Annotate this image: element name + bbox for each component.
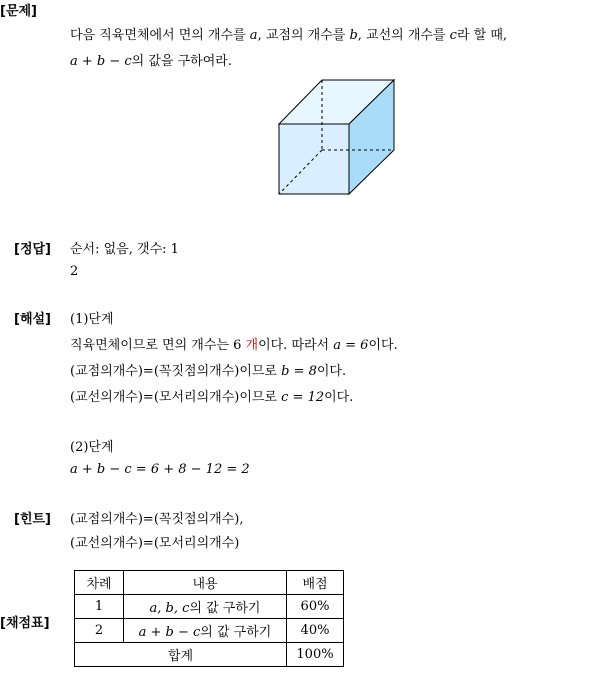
solution-line-4: a + b − c = 6 + 8 − 12 = 2 — [70, 462, 250, 477]
rubric-cell-order: 1 — [75, 595, 124, 619]
rubric-cell-content: a, b, c의 값 구하기 — [124, 595, 287, 619]
hint-line-1: (교점의개수)=(꼭짓점의개수), — [70, 512, 244, 527]
hint-label: [힌트] — [14, 512, 51, 527]
hint-line-2: (교선의개수)=(모서리의개수) — [70, 536, 240, 551]
rubric-cell-content: a + b − c의 값 구하기 — [124, 619, 287, 643]
rubric-cell-score: 60% — [287, 595, 344, 619]
rubric-total-label: 합계 — [75, 643, 287, 667]
solution-label: [해설] — [14, 312, 51, 327]
rubric-cell-order: 2 — [75, 619, 124, 643]
rubric-total-score: 100% — [287, 643, 344, 667]
answer-line-2: 2 — [70, 264, 79, 279]
rubric-header-score: 배점 — [287, 571, 344, 595]
rubric-header-row — [75, 571, 344, 595]
rubric-label: [채점표] — [0, 616, 50, 631]
rubric-cell-score: 40% — [287, 619, 344, 643]
solution-line-2: (교점의개수)=(꼭짓점의개수)이므로 b = 8이다. — [70, 364, 347, 379]
problem-line-2: a + b − c의 값을 구하여라. — [70, 54, 232, 69]
problem-label: [문제] — [0, 4, 37, 19]
rubric-header-content: 내용 — [124, 571, 287, 595]
table-row — [75, 595, 344, 619]
table-row — [75, 619, 344, 643]
cube-front-face — [279, 124, 349, 194]
cuboid-figure — [276, 76, 396, 196]
problem-line-1: 다음 직육면체에서 면의 개수를 a, 교점의 개수를 b, 교선의 개수를 c라 할 때, — [70, 28, 508, 43]
rubric-header-order: 차례 — [75, 571, 124, 595]
solution-line-1: 직육면체이므로 면의 개수는 6 개이다. 따라서 a = 6이다. — [70, 338, 398, 353]
solution-line-3: (교선의개수)=(모서리의개수)이므로 c = 12이다. — [70, 390, 354, 405]
rubric-total-row — [75, 643, 344, 667]
answer-label: [정답] — [14, 242, 51, 257]
step2-title: (2)단계 — [70, 440, 114, 455]
rubric-table — [74, 570, 344, 667]
step1-title: (1)단계 — [70, 312, 114, 327]
answer-line-1: 순서: 없음, 갯수: 1 — [70, 242, 179, 257]
